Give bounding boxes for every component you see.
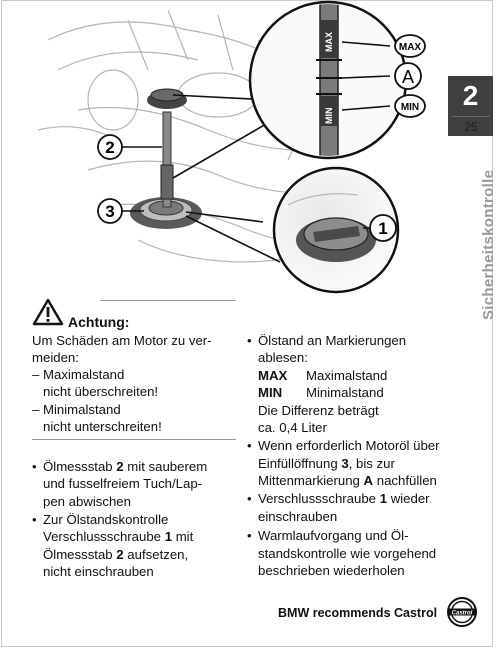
read-level-line-2: ablesen: bbox=[258, 350, 308, 365]
dipstick-max-marking: MAX bbox=[324, 32, 334, 52]
min-key: MIN bbox=[258, 385, 283, 400]
warning-item-1-line-2: nicht überschreiten! bbox=[43, 384, 159, 399]
step-bullet: • bbox=[32, 459, 37, 474]
refill-line-3: Mittenmarkierung A nachfüllen bbox=[258, 473, 437, 488]
callout-1-badge bbox=[370, 215, 396, 241]
step-1-line-3: pen abwischen bbox=[43, 494, 131, 509]
dipstick bbox=[147, 89, 187, 207]
callout-2-badge bbox=[98, 135, 162, 159]
step-1-line-2: und fusselfreiem Tuch/Lap- bbox=[43, 476, 203, 491]
refill-line-2: Einfüllöffnung 3, bis zur bbox=[258, 456, 395, 471]
warning-intro-line-2: meiden: bbox=[32, 350, 79, 365]
svg-text:2: 2 bbox=[105, 138, 115, 157]
chapter-number: 2 bbox=[462, 80, 479, 111]
max-value: Maximalstand bbox=[306, 368, 388, 383]
step-2-line-1: Zur Ölstandskontrolle bbox=[43, 512, 169, 527]
warning-dash: – bbox=[32, 367, 40, 382]
step-bullet: • bbox=[247, 333, 252, 348]
step-bullet: • bbox=[32, 512, 37, 527]
castrol-logo-icon bbox=[447, 597, 477, 627]
screw-in-line-1: Verschlussschraube 1 wieder bbox=[258, 491, 430, 506]
min-value: Minimalstand bbox=[306, 385, 384, 400]
warning-bottom-rule bbox=[32, 439, 236, 440]
read-level-line-1: Ölstand an Markierungen bbox=[258, 333, 407, 348]
svg-text:Castrol: Castrol bbox=[451, 610, 473, 617]
step-bullet: • bbox=[247, 438, 252, 453]
oil-check-illustration bbox=[18, 0, 453, 292]
warning-item-2-line-1: Minimalstand bbox=[43, 402, 121, 417]
step-bullet: • bbox=[247, 491, 252, 506]
step-2-line-2: Verschlussschraube 1 mit bbox=[43, 529, 194, 544]
svg-text:MAX: MAX bbox=[398, 42, 422, 53]
refill-line-1: Wenn erforderlich Motoröl über bbox=[258, 438, 440, 453]
callout-a-badge bbox=[395, 63, 421, 89]
callout-max-badge bbox=[395, 35, 425, 57]
step-2-line-4: nicht einschrauben bbox=[43, 564, 154, 579]
svg-text:MIN: MIN bbox=[400, 102, 420, 113]
svg-text:3: 3 bbox=[105, 202, 115, 221]
warning-triangle-icon bbox=[32, 298, 64, 326]
difference-line-2: ca. 0,4 Liter bbox=[258, 420, 327, 435]
max-key: MAX bbox=[258, 368, 288, 383]
repeat-line-3: beschrieben wiederholen bbox=[258, 563, 405, 578]
warning-intro-line-1: Um Schäden am Motor zu ver- bbox=[32, 333, 212, 348]
warning-item-1-line-1: Maximalstand bbox=[43, 367, 125, 382]
difference-line-1: Die Differenz beträgt bbox=[258, 403, 379, 418]
castrol-recommendation: BMW recommends Castrol bbox=[278, 606, 438, 620]
warning-dash: – bbox=[32, 402, 40, 417]
step-1-line-1: Ölmessstab 2 mit sauberem bbox=[43, 459, 208, 474]
section-title: Sicherheitskontrolle bbox=[480, 169, 497, 320]
repeat-line-2: standskontrolle wie vorgehend bbox=[258, 546, 437, 561]
warning-title: Achtung: bbox=[68, 314, 130, 330]
step-bullet: • bbox=[247, 528, 252, 543]
page-number: 25 bbox=[464, 120, 478, 134]
dipstick-min-marking: MIN bbox=[324, 107, 334, 124]
svg-text:A: A bbox=[401, 67, 415, 87]
step-2-line-3: Ölmessstab 2 aufsetzen, bbox=[43, 547, 189, 562]
warning-item-2-line-2: nicht unterschreiten! bbox=[43, 419, 162, 434]
warning-rule bbox=[100, 300, 236, 301]
screw-in-line-2: einschrauben bbox=[258, 509, 338, 524]
repeat-line-1: Warmlaufvorgang und Öl- bbox=[258, 528, 409, 543]
callout-min-badge bbox=[395, 95, 425, 117]
page-number-divider bbox=[452, 116, 490, 117]
svg-text:1: 1 bbox=[378, 219, 388, 238]
